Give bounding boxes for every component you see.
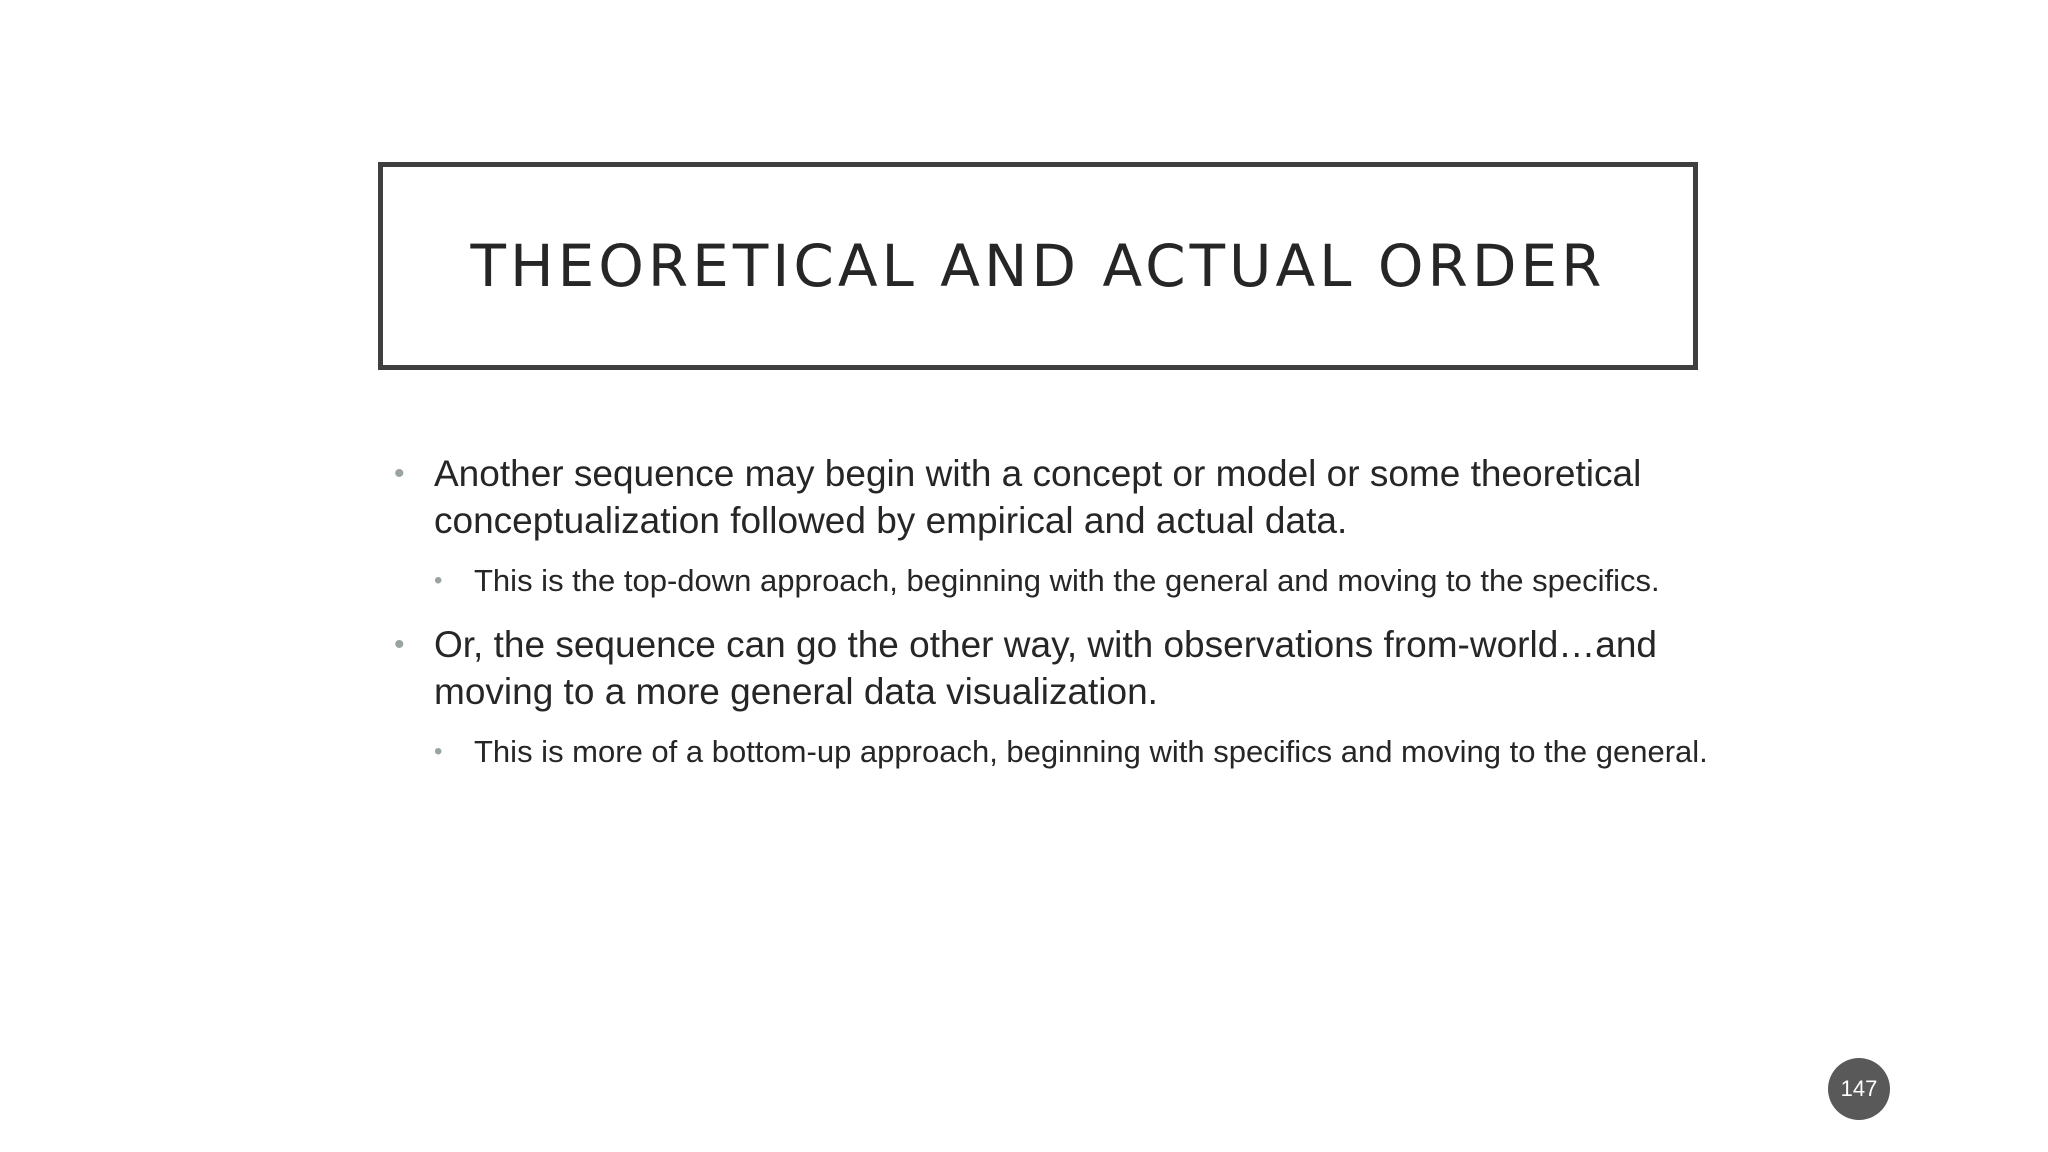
page-number: 147 xyxy=(1840,1076,1878,1101)
bullet-list xyxy=(390,450,1710,792)
bullet-dot-icon: • xyxy=(394,457,405,490)
slide-title: THEORETICAL AND ACTUAL ORDER xyxy=(470,232,1606,300)
sub-bullet-item-2 xyxy=(434,731,1710,772)
bullet-text-2: Or, the sequence can go the other way, with observations from-world…and moving to a more general data visualization. xyxy=(434,624,1658,712)
sub-bullet-item-1 xyxy=(434,560,1710,601)
title-box xyxy=(378,162,1698,370)
bullet-item-2 xyxy=(390,621,1710,715)
sub-bullet-dot-icon: • xyxy=(434,738,443,765)
sub-bullet-text-2: This is more of a bottom-up approach, beginning with specifics and moving to the general. xyxy=(474,734,1708,769)
sub-bullet-dot-icon: • xyxy=(434,567,443,594)
bullet-dot-icon: • xyxy=(394,628,405,661)
bullet-text-1: Another sequence may begin with a concept or model or some theoretical conceptualization followed by empirical and actual data. xyxy=(434,453,1642,541)
bullet-item-1 xyxy=(390,450,1710,544)
page-number-badge xyxy=(1828,1058,1890,1120)
sub-bullet-text-1: This is the top-down approach, beginning with the general and moving to the specifics. xyxy=(474,563,1660,598)
